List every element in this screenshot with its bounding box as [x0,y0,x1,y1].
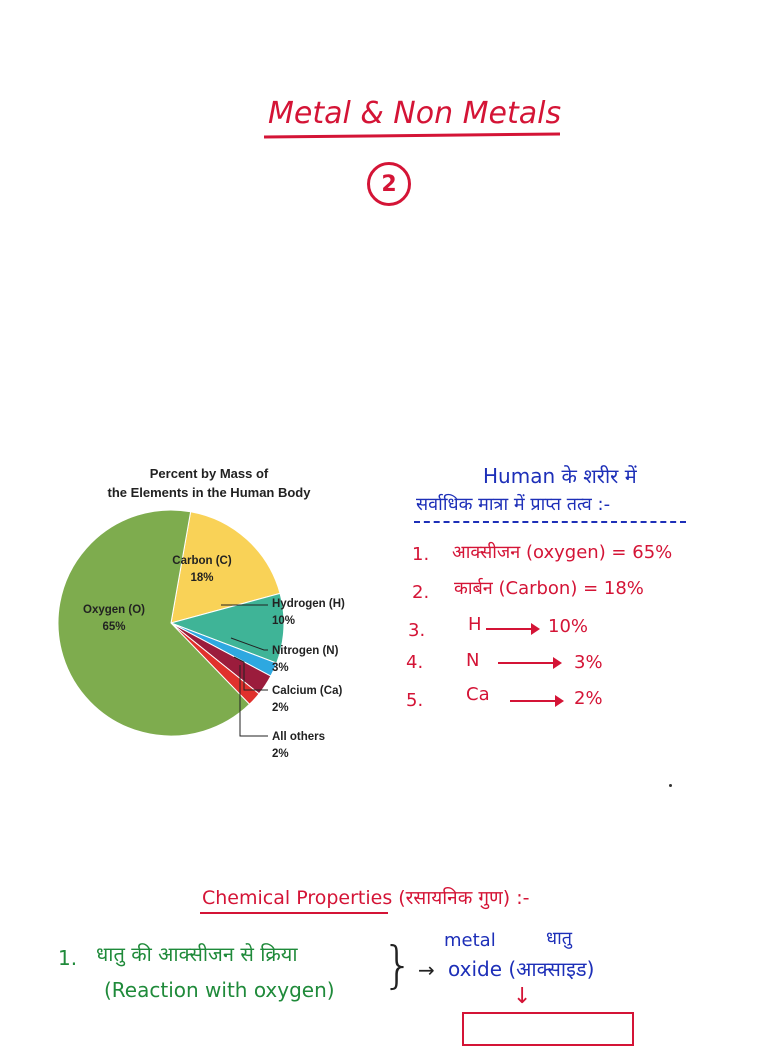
pie-chart [16,462,378,760]
slice-label-oxygen-value: 65% [102,621,126,633]
list-item-2-text: कार्बन (Carbon) = 18% [454,578,644,599]
list-item-5-right: 2% [574,688,603,709]
list-item-1-number: 1. [412,544,430,565]
reaction-english-text: (Reaction with oxygen) [104,978,335,1002]
list-item-5-arrow [510,700,562,702]
title-underline [264,132,560,138]
reaction-number: 1. [58,946,78,970]
slice-label-nitrogen-value: 3% [272,662,289,674]
slice-label-carbon-name: Carbon (C) [172,555,232,567]
slice-label-calcium-value: 2% [272,702,289,714]
pie-slices [58,510,284,736]
metal-hindi-label: धातु [546,928,572,949]
chart-title-line1: Percent by Mass of [149,466,269,481]
list-item-4-left: N [466,650,480,671]
slice-label-carbon-value: 18% [190,572,214,584]
oxide-label: oxide (आक्साइड) [448,957,595,981]
slice-label-hydrogen-value: 10% [272,615,296,627]
slice-label-oxygen-name: Oxygen (O) [83,604,145,616]
page-title: Metal & Non Metals [268,96,562,131]
list-item-2-number: 2. [412,582,430,603]
down-arrow-icon: ↓ [513,984,532,1009]
list-item-3-arrow [486,628,538,630]
page-number-badge: 2 [367,162,411,206]
slice-label-nitrogen-name: Nitrogen (N) [272,645,339,657]
list-item-3-number: 3. [408,620,426,641]
list-item-4-right: 3% [574,652,603,673]
curly-brace-icon: } [382,936,414,994]
chemical-properties-underline [200,912,388,914]
chart-title-line2: the Elements in the Human Body [107,485,311,500]
notes-heading-line2: सर्वाधिक मात्रा में प्राप्त तत्व :- [416,494,611,515]
pie-chart-panel [16,462,378,760]
metal-label: metal [444,930,496,951]
list-item-4-number: 4. [406,652,424,673]
list-item-5-number: 5. [406,690,424,711]
slice-label-calcium-name: Calcium (Ca) [272,685,343,697]
list-item-4-arrow [498,662,560,664]
ink-dot [669,784,672,787]
notes-heading-line1: Human के शरीर में [483,464,637,488]
slice-label-hydrogen-name: Hydrogen (H) [272,598,345,610]
slice-label-all-name: All others [272,731,326,743]
right-arrow-icon: → [418,958,435,982]
list-item-5-left: Ca [466,684,490,705]
chemical-properties-title: Chemical Properties (रसायनिक गुण) :- [202,887,530,909]
list-item-3-right: 10% [548,616,589,637]
notes-heading-underline [414,521,686,523]
list-item-1-text: आक्सीजन (oxygen) = 65% [452,542,673,563]
next-box [462,1012,634,1046]
slice-label-all-value: 2% [272,748,289,760]
reaction-hindi-text: धातु की आक्सीजन से क्रिया [96,942,298,966]
list-item-3-left: H [468,614,482,635]
